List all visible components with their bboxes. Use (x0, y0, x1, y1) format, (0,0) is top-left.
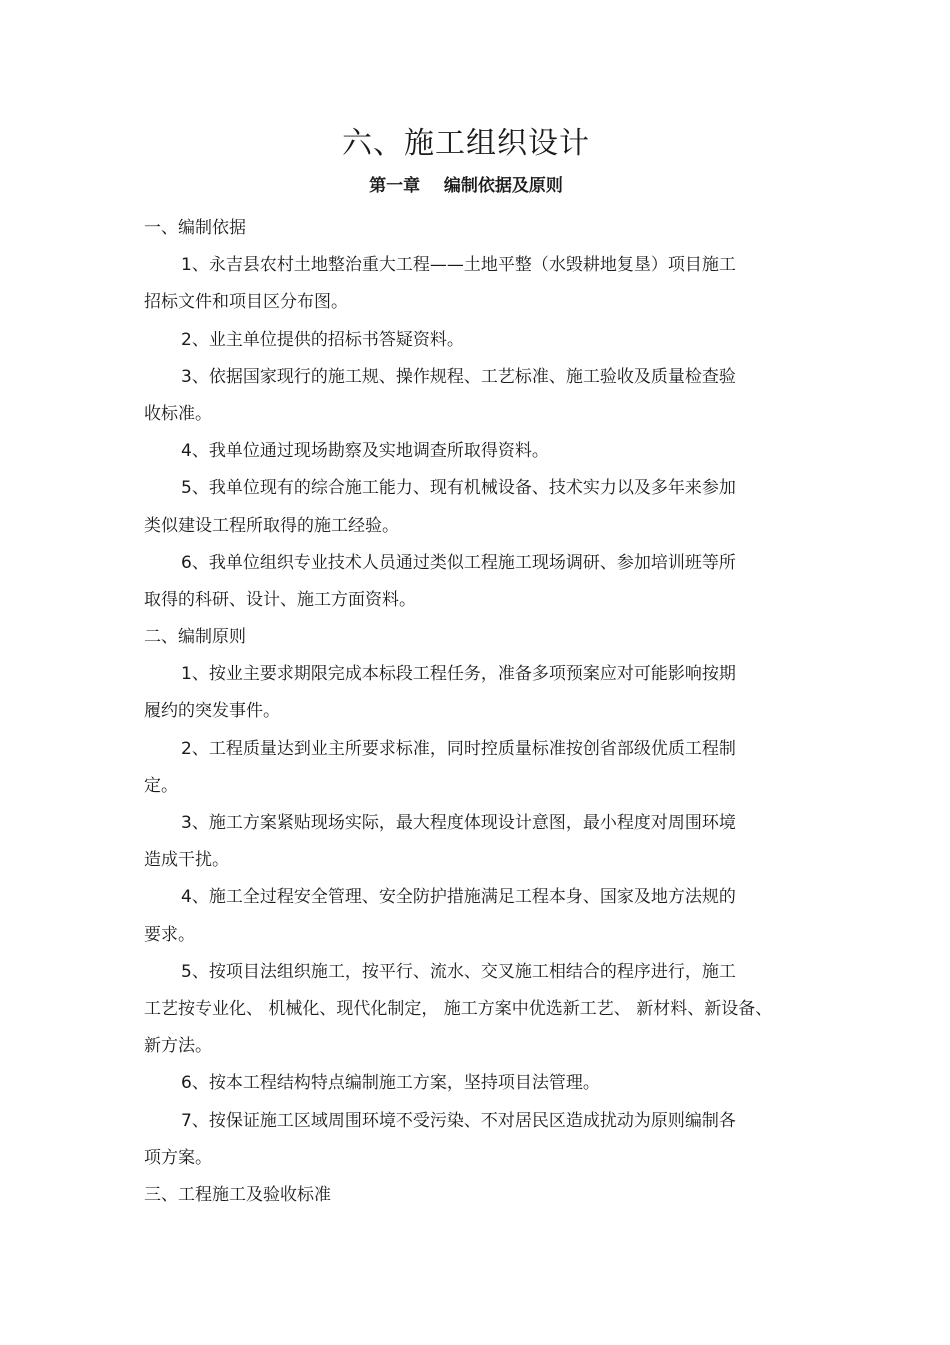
text-line: 要求。 (144, 924, 195, 945)
text-line: 取得的科研、设计、施工方面资料。 (144, 589, 416, 610)
text-line: 项方案。 (144, 1147, 212, 1168)
text-line: 3、施工方案紧贴现场实际，最大程度体现设计意图，最小程度对周围环境 (181, 813, 736, 833)
text-line: 履约的突发事件。 (144, 701, 280, 722)
text-line: 1、永吉县农村土地整治重大工程——土地平整（水毁耕地复垦）项目施工 (181, 255, 736, 276)
text-line: 新方法。 (144, 1036, 212, 1057)
text-line: 6、我单位组织专业技术人员通过类似工程施工现场调研、参加培训班等所 (181, 552, 736, 573)
text-line: 4、我单位通过现场勘察及实地调查所取得资料。 (181, 441, 549, 462)
text-line: 二、编制原则 (144, 627, 246, 648)
text-line: 一、编制依据 (144, 218, 246, 238)
text-line: 定。 (144, 775, 178, 796)
text-line: 三、工程施工及验收标准 (144, 1184, 331, 1205)
text-line: 3、依据国家现行的施工规、操作规程、工艺标准、施工验收及质量检查验 (181, 366, 736, 387)
text-line: 工艺按专业化、 机械化、现代化制定， 施工方案中优选新工艺、 新材料、新设备、 (144, 998, 773, 1019)
chapter-heading: 第一章 编制依据及原则 (369, 176, 563, 196)
text-line: 类似建设工程所取得的施工经验。 (144, 515, 399, 536)
text-line: 5、我单位现有的综合施工能力、现有机械设备、技术实力以及多年来参加 (181, 478, 736, 499)
document-title: 六、施工组织设计 (342, 126, 590, 161)
text-line: 6、按本工程结构特点编制施工方案，坚持项目法管理。 (181, 1073, 600, 1094)
text-line: 招标文件和项目区分布图。 (144, 292, 348, 313)
text-line: 造成干扰。 (144, 850, 229, 871)
text-line: 2、业主单位提供的招标书答疑资料。 (181, 329, 464, 350)
text-line: 4、施工全过程安全管理、安全防护措施满足工程本身、国家及地方法规的 (181, 887, 736, 908)
text-line: 1、按业主要求期限完成本标段工程任务，准备多项预案应对可能影响按期 (181, 664, 736, 685)
text-line: 5、按项目法组织施工，按平行、流水、交叉施工相结合的程序进行，施工 (181, 961, 736, 982)
text-line: 7、按保证施工区域周围环境不受污染、不对居民区造成扰动为原则编制各 (181, 1110, 736, 1131)
document-body (144, 210, 804, 1214)
text-line: 收标准。 (144, 403, 212, 424)
text-line: 2、工程质量达到业主所要求标准，同时控质量标准按创省部级优质工程制 (181, 738, 736, 759)
